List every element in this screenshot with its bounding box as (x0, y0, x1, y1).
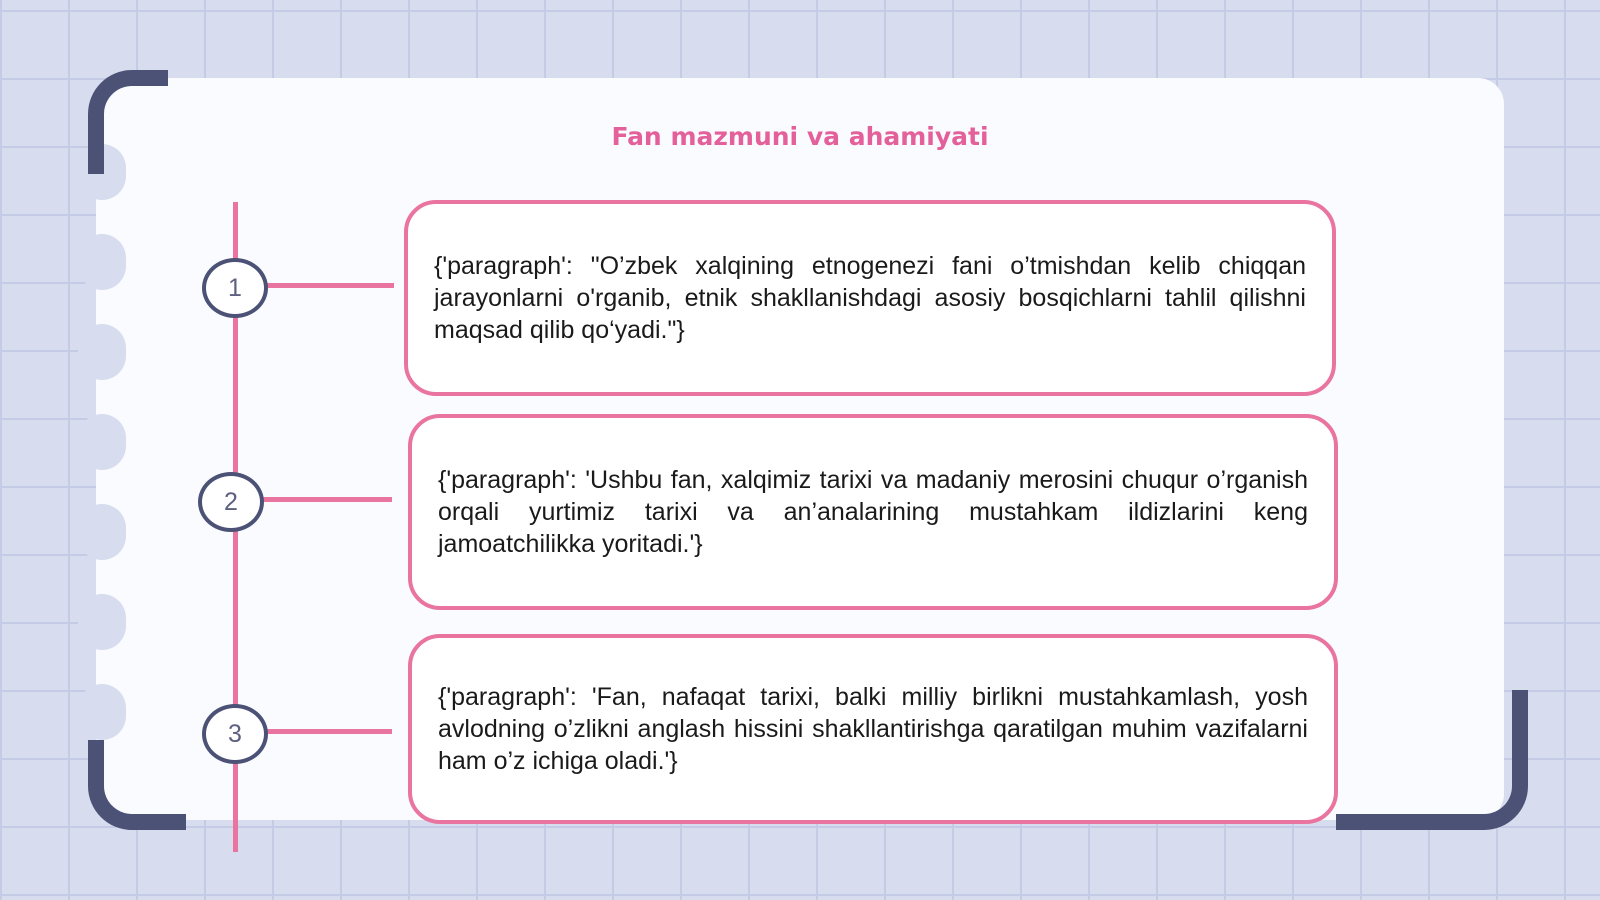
step-text-1: {'paragraph': "O’zbek xalqining etnogenezi fani o’tmishdan kelib chiqqan jarayonlarni o'rganib, etnik shakllanishdagi asosiy bosqichlarni tahlil qilishni maqsad qilib qo‘yadi."} (434, 252, 1306, 344)
frame-corner-top-left (88, 70, 168, 174)
step-number-1: 1 (202, 258, 268, 318)
step-card-3 (408, 634, 1338, 824)
step-text-3: {'paragraph': 'Fan, nafaqat tarixi, balki milliy birlikni mustahkamlash, yosh avlodning o’zlikni anglash hissini shakllantirishga qaratilgan muhim vazifalarni ham o’z ichiga oladi.'} (438, 683, 1308, 775)
frame-corner-bottom-left (88, 740, 186, 830)
step-number-3: 3 (202, 704, 268, 764)
step-connector (262, 497, 392, 502)
step-number-2: 2 (198, 472, 264, 532)
notebook-notch (78, 504, 126, 560)
step-text-2: {'paragraph': 'Ushbu fan, xalqimiz tarixi va madaniy merosini chuqur o’rganish orqali yurtimiz tarixi va an’analarining mustahkam ildizlarini keng jamoatchilikka yoritadi.'} (438, 466, 1308, 558)
step-card-1 (404, 200, 1336, 396)
step-connector (266, 283, 394, 288)
frame-corner-bottom-right (1336, 690, 1528, 830)
step-connector (266, 729, 392, 734)
notebook-notch (78, 414, 126, 470)
notebook-notch (78, 594, 126, 650)
notebook-notch (78, 684, 126, 740)
notebook-notch (78, 234, 126, 290)
notebook-notch (78, 324, 126, 380)
step-card-2 (408, 414, 1338, 610)
slide-title: Fan mazmuni va ahamiyati (611, 122, 989, 151)
